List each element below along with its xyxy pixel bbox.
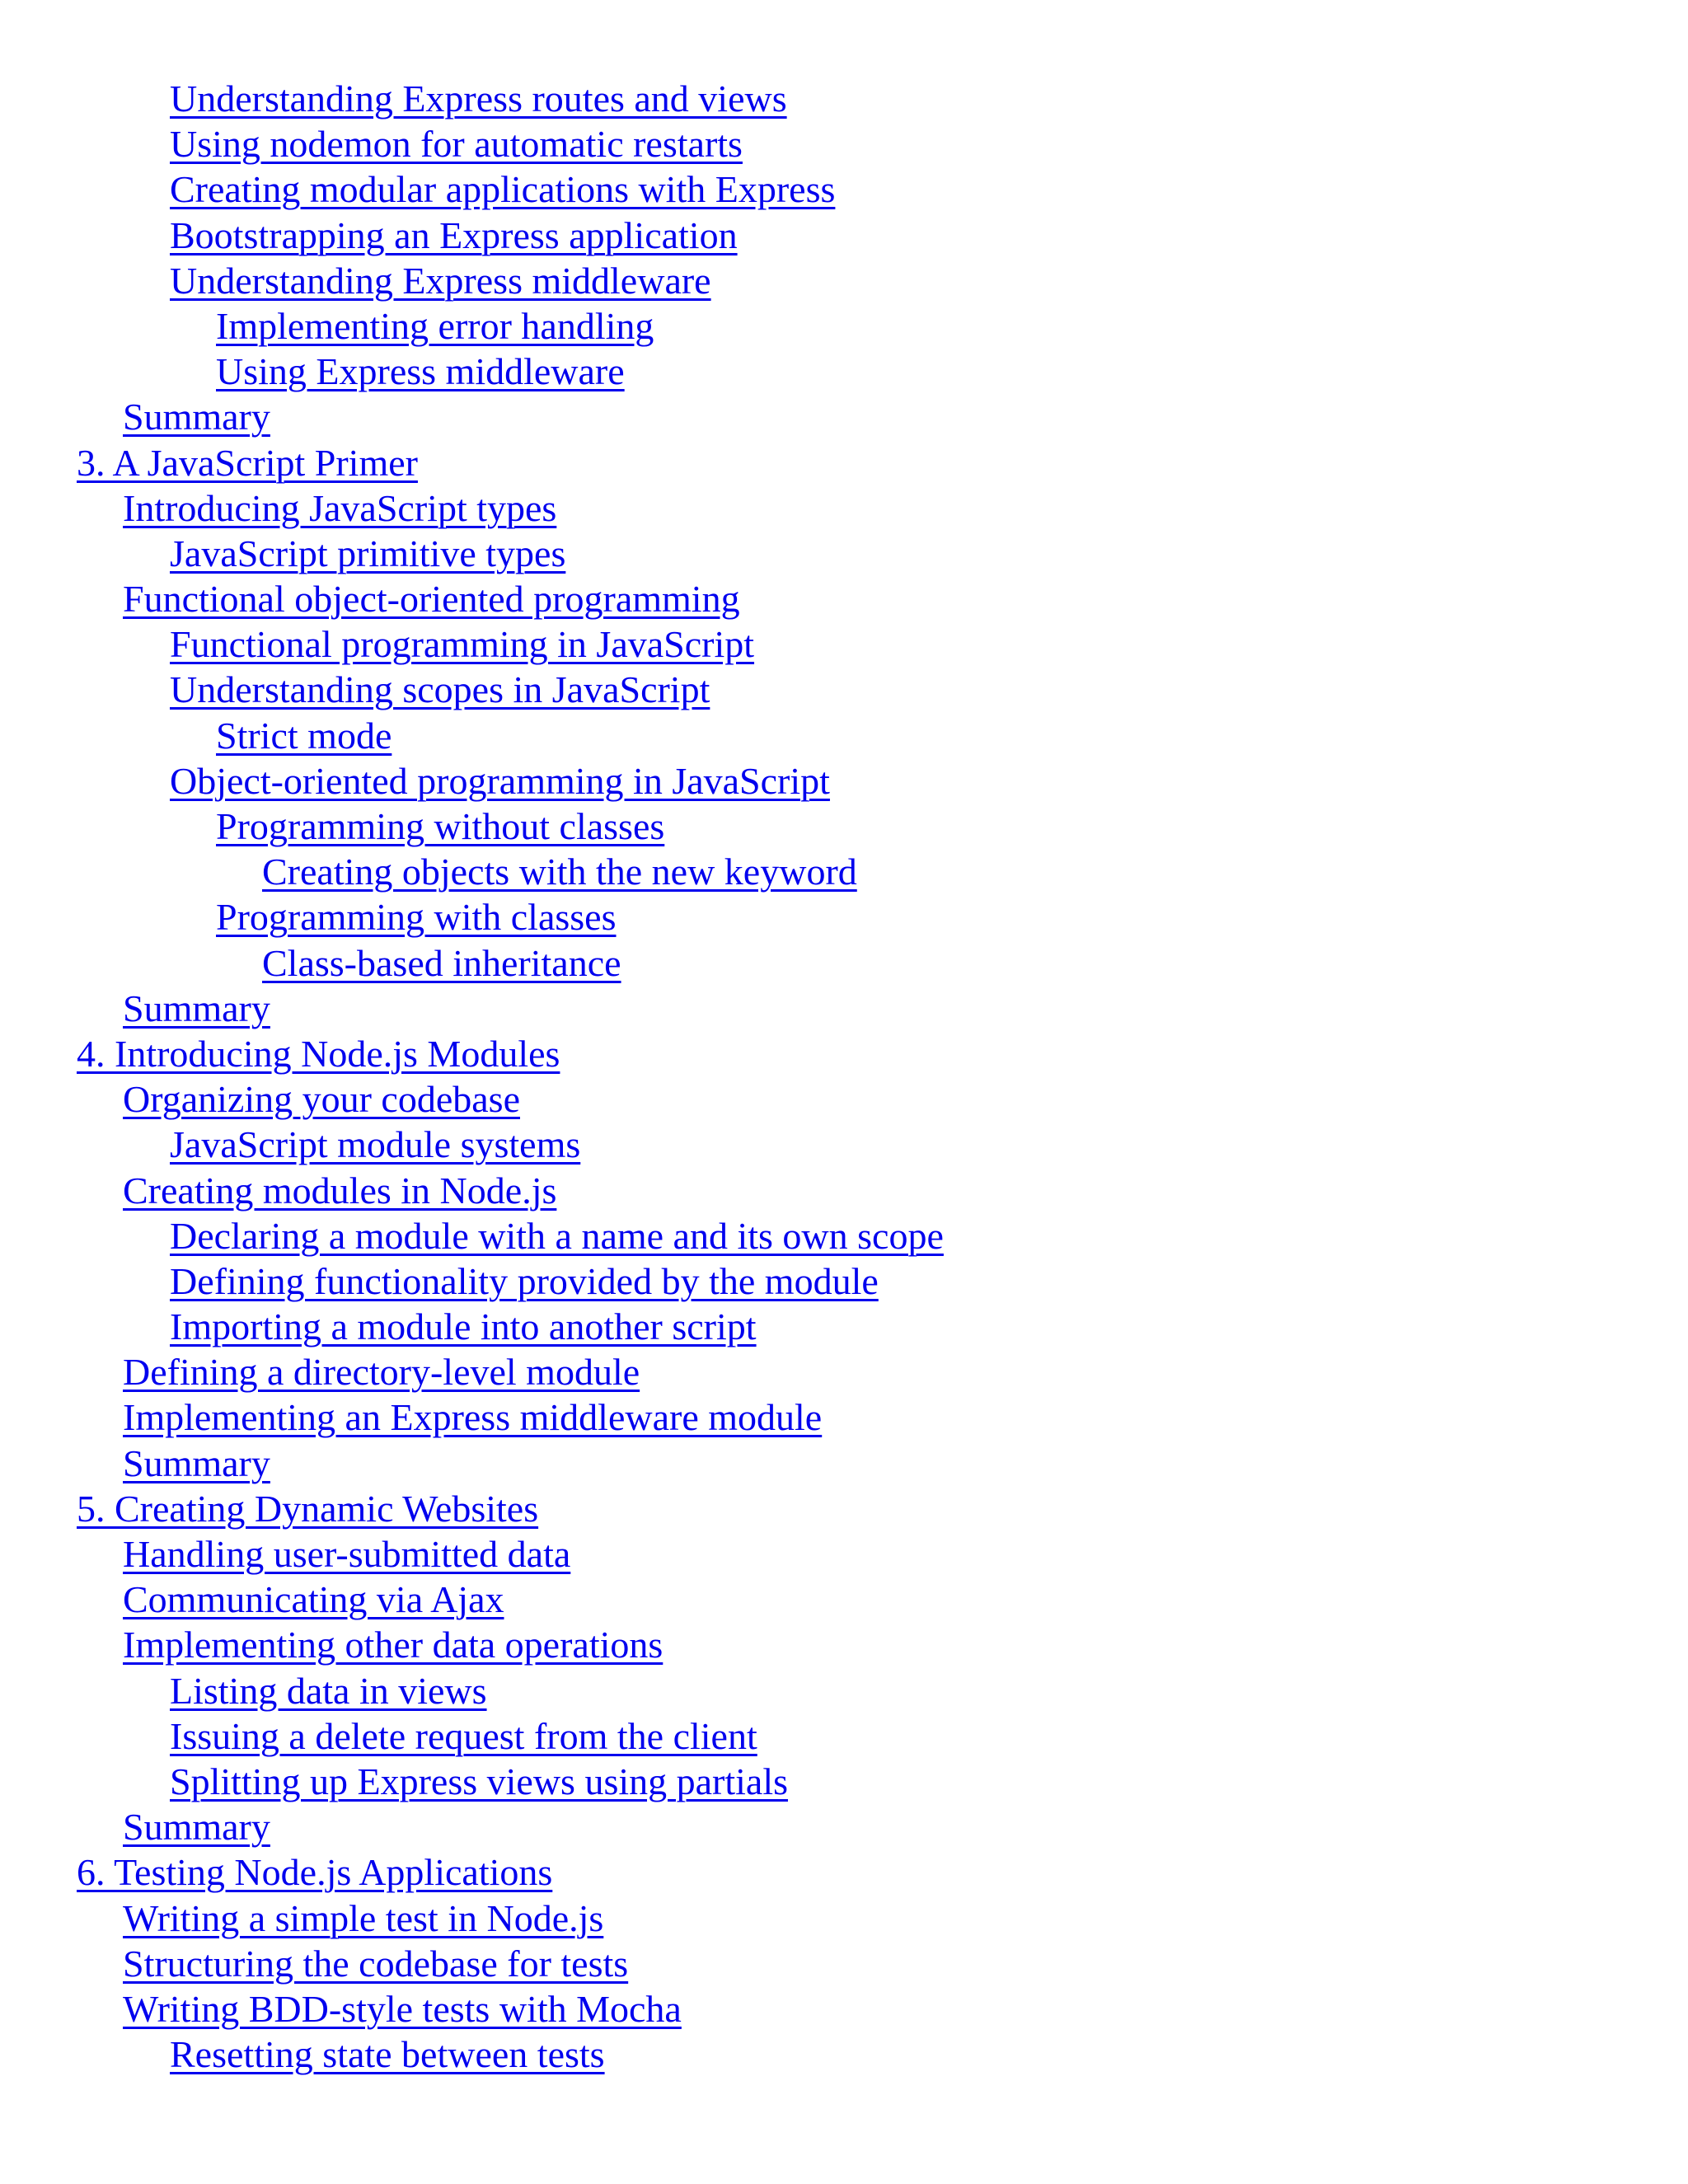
toc-entry bbox=[0, 1076, 1688, 1122]
toc-link[interactable]: Implementing an Express middleware module bbox=[123, 1396, 823, 1439]
toc-entry bbox=[0, 1622, 1688, 1667]
toc-entry bbox=[0, 1031, 1688, 1076]
toc-link[interactable]: JavaScript module systems bbox=[170, 1123, 581, 1166]
table-of-contents bbox=[0, 76, 1688, 2077]
toc-link[interactable]: Using Express middleware bbox=[216, 350, 625, 393]
toc-link[interactable]: Understanding Express middleware bbox=[170, 259, 711, 302]
toc-entry bbox=[0, 531, 1688, 576]
toc-entry bbox=[0, 940, 1688, 986]
toc-link[interactable]: 4. Introducing Node.js Modules bbox=[77, 1032, 560, 1075]
toc-entry bbox=[0, 758, 1688, 804]
toc-entry bbox=[0, 2032, 1688, 2077]
toc-entry bbox=[0, 1759, 1688, 1804]
toc-link[interactable]: Implementing other data operations bbox=[123, 1624, 663, 1666]
toc-entry bbox=[0, 1394, 1688, 1440]
toc-link[interactable]: Importing a module into another script bbox=[170, 1305, 757, 1348]
toc-link[interactable]: Object-oriented programming in JavaScript bbox=[170, 759, 830, 802]
toc-entry bbox=[0, 1213, 1688, 1258]
toc-link[interactable]: JavaScript primitive types bbox=[170, 532, 566, 574]
toc-link[interactable]: Organizing your codebase bbox=[123, 1078, 520, 1121]
toc-link[interactable]: Structuring the codebase for tests bbox=[123, 1942, 629, 1985]
toc-entry bbox=[0, 1849, 1688, 1895]
toc-link[interactable]: Issuing a delete request from the client bbox=[170, 1714, 757, 1757]
toc-entry bbox=[0, 440, 1688, 485]
toc-entry bbox=[0, 1941, 1688, 1986]
toc-link[interactable]: Functional object-oriented programming bbox=[123, 578, 740, 621]
toc-link[interactable]: 6. Testing Node.js Applications bbox=[77, 1851, 553, 1894]
toc-entry bbox=[0, 76, 1688, 121]
toc-link[interactable]: Class-based inheritance bbox=[262, 941, 621, 984]
toc-link[interactable]: Bootstrapping an Express application bbox=[170, 213, 738, 256]
toc-entry bbox=[0, 394, 1688, 439]
toc-link[interactable]: Writing a simple test in Node.js bbox=[123, 1896, 604, 1939]
toc-link[interactable]: Creating modular applications with Express bbox=[170, 168, 836, 211]
toc-link[interactable]: Resetting state between tests bbox=[170, 2033, 605, 2076]
toc-link[interactable]: Programming with classes bbox=[216, 896, 617, 939]
toc-entry bbox=[0, 1349, 1688, 1394]
toc-link[interactable]: Declaring a module with a name and its own scope bbox=[170, 1214, 944, 1257]
toc-link[interactable]: Writing BDD-style tests with Mocha bbox=[123, 1987, 682, 2030]
toc-entry bbox=[0, 1304, 1688, 1349]
toc-entry bbox=[0, 1441, 1688, 1486]
toc-entry bbox=[0, 1168, 1688, 1213]
toc-link[interactable]: Defining functionality provided by the module bbox=[170, 1259, 879, 1302]
toc-link[interactable]: Summary bbox=[123, 396, 270, 438]
toc-entry bbox=[0, 1713, 1688, 1759]
toc-entry bbox=[0, 303, 1688, 349]
toc-entry bbox=[0, 621, 1688, 667]
toc-entry bbox=[0, 166, 1688, 212]
toc-entry bbox=[0, 1258, 1688, 1304]
toc-entry bbox=[0, 121, 1688, 166]
toc-link[interactable]: Creating modules in Node.js bbox=[123, 1169, 557, 1212]
toc-link[interactable]: Summary bbox=[123, 1806, 270, 1849]
toc-entry bbox=[0, 576, 1688, 621]
toc-link[interactable]: 3. A JavaScript Primer bbox=[77, 441, 418, 484]
toc-entry bbox=[0, 849, 1688, 894]
toc-entry bbox=[0, 804, 1688, 849]
toc-link[interactable]: Introducing JavaScript types bbox=[123, 486, 557, 529]
toc-entry bbox=[0, 986, 1688, 1031]
toc-entry bbox=[0, 1577, 1688, 1622]
toc-entry bbox=[0, 713, 1688, 758]
toc-link[interactable]: Programming without classes bbox=[216, 805, 665, 847]
toc-entry bbox=[0, 1486, 1688, 1531]
toc-entry bbox=[0, 258, 1688, 303]
toc-entry bbox=[0, 1804, 1688, 1849]
toc-link[interactable]: Functional programming in JavaScript bbox=[170, 623, 755, 666]
toc-entry bbox=[0, 1986, 1688, 2032]
toc-link[interactable]: Using nodemon for automatic restarts bbox=[170, 123, 743, 166]
toc-link[interactable]: Defining a directory-level module bbox=[123, 1351, 640, 1394]
toc-link[interactable]: Listing data in views bbox=[170, 1669, 487, 1712]
toc-link[interactable]: Implementing error handling bbox=[216, 304, 654, 347]
toc-link[interactable]: Communicating via Ajax bbox=[123, 1578, 504, 1621]
toc-entry bbox=[0, 485, 1688, 531]
toc-entry bbox=[0, 1531, 1688, 1577]
toc-link[interactable]: Strict mode bbox=[216, 714, 392, 757]
toc-link[interactable]: Summary bbox=[123, 1441, 270, 1484]
toc-entry bbox=[0, 1668, 1688, 1713]
toc-entry bbox=[0, 1122, 1688, 1167]
toc-link[interactable]: Handling user-submitted data bbox=[123, 1533, 571, 1575]
toc-entry bbox=[0, 1896, 1688, 1941]
toc-entry bbox=[0, 349, 1688, 394]
toc-entry bbox=[0, 894, 1688, 940]
toc-link[interactable]: 5. Creating Dynamic Websites bbox=[77, 1487, 539, 1530]
toc-link[interactable]: Understanding scopes in JavaScript bbox=[170, 668, 710, 711]
toc-entry bbox=[0, 213, 1688, 258]
toc-link[interactable]: Summary bbox=[123, 987, 270, 1029]
toc-link[interactable]: Understanding Express routes and views bbox=[170, 77, 787, 120]
toc-link[interactable]: Splitting up Express views using partials bbox=[170, 1760, 789, 1802]
toc-link[interactable]: Creating objects with the new keyword bbox=[262, 851, 857, 893]
toc-entry bbox=[0, 667, 1688, 712]
